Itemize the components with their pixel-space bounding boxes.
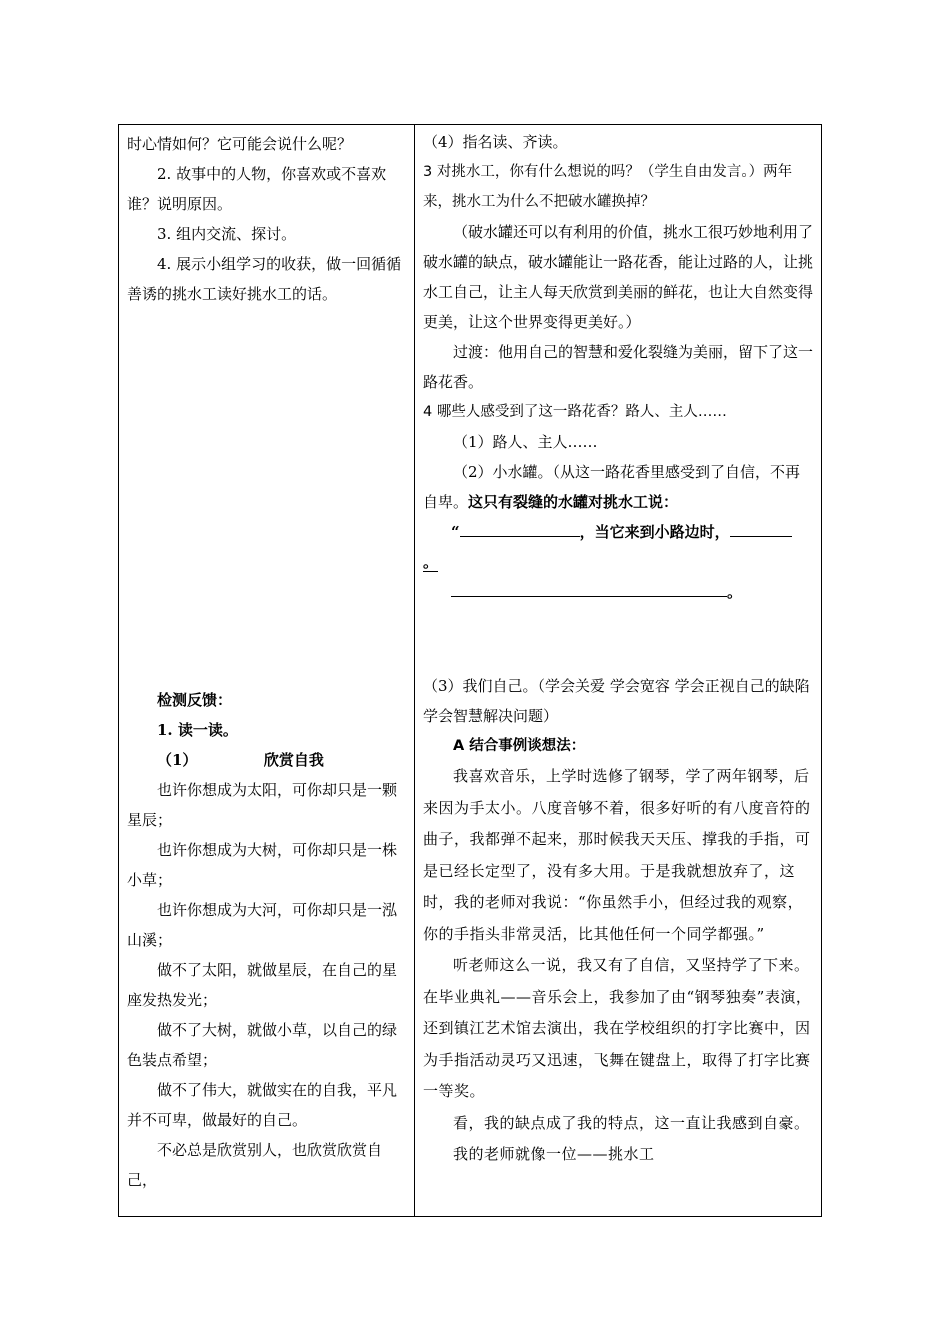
section-a-title: A 结合事例谈想法： [453, 738, 586, 754]
question-4-item-2 [423, 457, 813, 517]
feedback-title: 检测反馈： [157, 691, 233, 709]
question-4-item-1: （1）路人、主人…… [453, 433, 598, 451]
fill-blank-line-2 [423, 547, 813, 577]
question-3: 3 对挑水工，你有什么想说的吗？（学生自由发言。）两年来，挑水工为什么不把破水罐换掉？ [423, 164, 793, 210]
left-line-4: 4. 展示小组学习的收获，做一回循循善诱的挑水工读好挑水工的话。 [127, 255, 402, 303]
story-block [423, 761, 813, 1171]
right-line-1: （4）指名读、齐读。 [423, 133, 568, 151]
poem-number: （1） [157, 751, 198, 769]
question-3-answer: （破水罐还可以有利用的价值，挑水工很巧妙地利用了破水罐的缺点，破水罐能让一路花香，能让过路的人，让挑水工自己，让主人每天欣赏到美丽的鲜花，也让大自然变得更美，让这个世界变得更美好。） [423, 223, 814, 331]
blank-1[interactable] [460, 518, 580, 537]
poem-line-3: 也许你想成为大河，可你却只是一泓山溪； [127, 901, 398, 949]
poem-title: 欣赏自我 [263, 751, 324, 769]
poem-line-5: 做不了大树，就做小草，以自己的绿色装点希望； [127, 1021, 398, 1069]
blank-end-mark: 。 [423, 553, 439, 571]
poem-line-6: 做不了伟大，就做实在的自我，平凡并不可卑，做最好的自己。 [127, 1081, 398, 1129]
blank-3[interactable] [451, 578, 727, 597]
transition-text: 过渡：他用自己的智慧和爱化裂缝为美丽，留下了这一路花香。 [423, 343, 814, 391]
fill-blank-line-3 [423, 577, 813, 607]
left-line-2: 2. 故事中的人物，你喜欢或不喜欢谁？说明原因。 [127, 165, 387, 213]
left-line-3: 3. 组内交流、探讨。 [157, 225, 297, 243]
left-column [119, 125, 415, 1216]
blank-middle-text: ，当它来到小路边时， [579, 523, 730, 541]
fill-blank-line-1 [423, 517, 813, 547]
poem-line-7: 不必总是欣赏别人，也欣赏欣赏自己， [127, 1141, 383, 1189]
self-section [423, 671, 813, 1171]
poem-line-2: 也许你想成为大树，可你却只是一株小草； [127, 841, 398, 889]
question-4-item-2-bold: 这只有裂缝的水罐对挑水工说： [468, 493, 679, 511]
story-paragraph-3: 看，我的缺点成了我的特点，这一直让我感到自豪。 [453, 1113, 810, 1132]
left-line-1: 时心情如何？它可能会说什么呢？ [127, 135, 353, 153]
story-paragraph-4: 我的老师就像一位——挑水工 [453, 1145, 655, 1163]
poem-line-4: 做不了太阳，就做星辰，在自己的星座发热发光； [127, 961, 398, 1009]
question-4-item-3: （3）我们自己。（学会关爱 学会宽容 学会正视自己的缺陷 学会智慧解决问题） [423, 677, 810, 725]
question-4-item-2-text: （2）小水罐。（从这一路花香里感受到了自信，不再自卑。 [423, 463, 801, 511]
right-column [415, 125, 821, 1216]
blank-end-mark-2: 。 [727, 583, 743, 601]
poem-heading [127, 745, 406, 775]
lesson-table [118, 124, 822, 1217]
open-quote: “ [451, 523, 460, 541]
read-title: 1. 读一读。 [157, 721, 238, 739]
poem-line-1: 也许你想成为太阳，可你却只是一颗星辰； [127, 781, 398, 829]
story-paragraph-1: 我喜欢音乐，上学时选修了钢琴，学了两年钢琴，后来因为手太小。八度音够不着，很多好听的有八度音符的曲子，我都弹不起来，那时候我天天压、撑我的手指，可是已经长定型了，没有多大用。于是我就想放弃了，这时，我的老师对我说：“你虽然手小，但经过我的观察，你的手指头非常灵活，比其他任何一个同学都强。” [423, 767, 811, 943]
question-4: 4 哪些人感受到了这一路花香？路人、主人…… [423, 404, 727, 420]
blank-2[interactable] [730, 518, 792, 537]
story-paragraph-2: 听老师这么一说，我又有了自信，又坚持学了下来。在毕业典礼——音乐会上，我参加了由“钢琴独奏”表演，还到镇江艺术馆去演出，我在学校组织的打字比赛中，因为手指活动灵巧又迅速，飞舞在键盘上，取得了打字比赛一等奖。 [423, 956, 812, 1100]
feedback-section [127, 685, 406, 1195]
